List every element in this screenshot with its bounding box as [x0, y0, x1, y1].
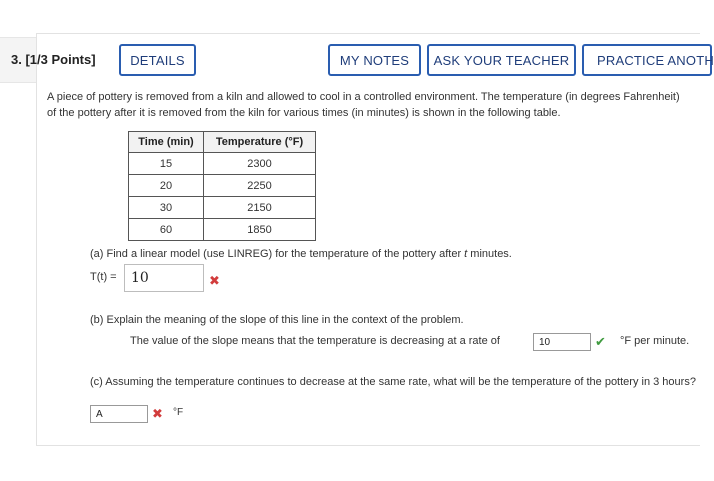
correct-check-icon: ✔: [595, 334, 606, 349]
part-b-sentence: The value of the slope means that the temperature is decreasing at a rate of: [130, 335, 500, 347]
my-notes-button[interactable]: MY NOTES: [328, 44, 421, 76]
table-row: [129, 175, 316, 197]
part-a-text-end: minutes.: [467, 248, 512, 260]
table-cell-temperature: 2300: [204, 153, 316, 175]
question-prompt: A piece of pottery is removed from a kiln and allowed to cool in a controlled environment. The temperature (in degrees Fahrenheit) of the pottery after it is removed from the kiln for various times (in minutes) is shown in the following table.: [47, 91, 680, 119]
table-cell-time: 30: [129, 197, 204, 219]
table-header-time: Time (min): [129, 132, 204, 153]
part-a-answer-input[interactable]: 10: [124, 264, 204, 292]
table-header-row: [129, 132, 316, 153]
table-row: [129, 153, 316, 175]
part-a-variable: t: [464, 248, 468, 260]
table-row: [129, 219, 316, 241]
question-points: [1/3 Points]: [25, 52, 96, 67]
part-c-answer-input[interactable]: A: [90, 405, 148, 423]
part-b-question: (b) Explain the meaning of the slope of this line in the context of the problem.: [90, 314, 464, 326]
table-cell-time: 60: [129, 219, 204, 241]
question-number-value: 3.: [11, 52, 22, 67]
data-table: [128, 131, 316, 241]
table-cell-time: 15: [129, 153, 204, 175]
part-a-question: [90, 248, 512, 260]
ask-your-teacher-button[interactable]: ASK YOUR TEACHER: [427, 44, 576, 76]
part-b-unit: °F per minute.: [620, 335, 690, 347]
table-cell-temperature: 2150: [204, 197, 316, 219]
part-a-function-label: T(t) =: [90, 271, 117, 283]
part-b-answer-input[interactable]: 10: [533, 333, 591, 351]
table-row: [129, 197, 316, 219]
practice-another-button[interactable]: PRACTICE ANOTH: [582, 44, 712, 76]
details-button[interactable]: DETAILS: [119, 44, 196, 76]
part-c-question: (c) Assuming the temperature continues to decrease at the same rate, what will be the temperature of the pottery in 3 hours?: [90, 376, 696, 388]
incorrect-x-icon: ✖: [152, 406, 163, 421]
part-c-unit: °F: [173, 407, 184, 418]
table-cell-time: 20: [129, 175, 204, 197]
table-header-temperature: Temperature (°F): [204, 132, 316, 153]
part-a-text: (a) Find a linear model (use LINREG) for the temperature of the pottery after: [90, 248, 465, 260]
table-cell-temperature: 2250: [204, 175, 316, 197]
table-cell-temperature: 1850: [204, 219, 316, 241]
question-number: [11, 52, 96, 67]
incorrect-x-icon: ✖: [209, 273, 220, 288]
